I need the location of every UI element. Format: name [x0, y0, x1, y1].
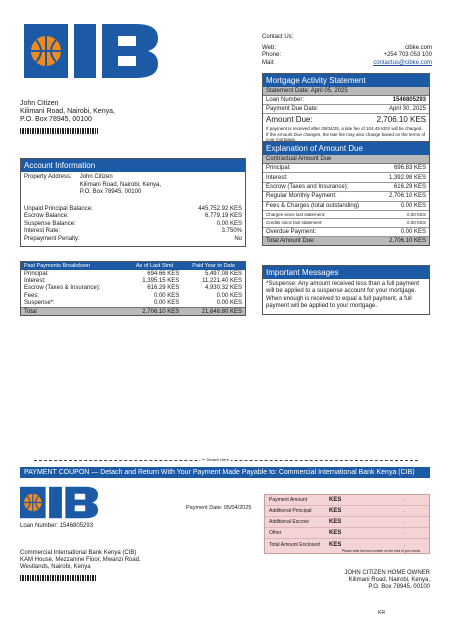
- home-owner-address: JOHN CITIZEN HOME OWNER Kilimani Road, Nairobi, Kenya, P.O. Box 78945, 00100: [344, 570, 430, 590]
- statement-title: Mortgage Activity Statement: [263, 74, 429, 87]
- contact-block: [262, 34, 432, 67]
- account-row: Unpaid Principal Balance: 445,752.92 KES: [24, 205, 242, 212]
- explanation-title: Explanation of Amount Due: [263, 142, 429, 155]
- web-link[interactable]: cibke.com: [404, 44, 432, 51]
- bank-address: Commercial International Bank Kenya (CIB) KAM House, Mezzanine Floor, Mwanzi Road, Westlands, Nairobi, Kenya: [20, 550, 141, 570]
- past-header: Past Payments Breakdown: [21, 262, 127, 270]
- customer-street: Kilimani Road, Nairobi, Kenya,: [20, 108, 115, 115]
- account-row: Suspense Balance: 0.00 KES: [24, 220, 242, 227]
- phone-value: +254 703 053 100: [383, 52, 432, 58]
- customer-name: John Citizen: [20, 100, 59, 107]
- mail-label: Mail:: [262, 59, 275, 66]
- account-row: Escrow Balance: 6,779.19 KES: [24, 213, 242, 219]
- account-row: Prepayment Penalty: No: [24, 235, 242, 242]
- coupon-payment-date: Payment Date: 05/04/2025: [186, 505, 252, 511]
- detach-label: ✂ Detach Here: [202, 457, 229, 462]
- past-payments-table: [20, 261, 246, 316]
- footer-code: KR: [378, 610, 385, 616]
- customer-address: [20, 100, 115, 134]
- due-row: Principal: 696.83 KES: [263, 164, 429, 173]
- amount-due-label: Amount Due:: [266, 115, 313, 124]
- payment-coupon-bar: PAYMENT COUPON — Detach and Return With Your Payment Made Payable to: Commercial International Bank Kenya (CIB): [20, 467, 430, 478]
- additional-principal-field[interactable]: Additional Principal KES .: [265, 506, 429, 517]
- bank-postal-barcode: [20, 575, 96, 581]
- postal-barcode: [20, 128, 98, 134]
- loan-number-label: Loan Number:: [266, 97, 305, 103]
- account-row: Interest Rate: 3.750%: [24, 228, 242, 234]
- other-field[interactable]: Other KES .: [265, 528, 429, 539]
- customer-po: P.O. Box 78945, 00100: [20, 116, 92, 123]
- past-header: Paid Year to Date: [182, 262, 245, 270]
- due-row: Credits since last statement: 0.00 KES: [263, 219, 429, 227]
- total-due-row: Total Amount Due: 2,706.10 KES: [263, 237, 429, 245]
- table-row: Fees: 0.00 KES 0.00 KES: [24, 292, 242, 299]
- explanation-of-amount-due: [262, 141, 430, 246]
- table-row: Principal: 694.66 KES 5,497.08 KES: [24, 270, 242, 277]
- payment-due-date: April 30, 2025: [388, 106, 426, 112]
- total-row: Total 2,706.10 KES 21,648.80 KES: [21, 307, 245, 315]
- due-row: Interest: 1,392.98 KES: [263, 173, 429, 182]
- due-row: Overdue Payment: 0.00 KES: [263, 228, 429, 237]
- account-information: [20, 158, 246, 247]
- due-row: Charges since last statement: 0.00 KES: [263, 211, 429, 219]
- important-messages: [262, 265, 430, 315]
- table-row: Escrow (Taxes & Insurance): 616.29 KES 4,930.32 KES: [24, 285, 242, 292]
- payment-due-label: Payment Due Date:: [266, 106, 319, 112]
- loan-number: 1546805293: [392, 97, 426, 103]
- cib-logo-small: [20, 486, 98, 519]
- cib-logo: [24, 24, 158, 78]
- due-row: Escrow (Taxes and Insurance): 616.29 KES: [263, 183, 429, 192]
- past-header: As of Last Stmt: [127, 262, 183, 270]
- late-fee-note: If payment is received after 30/04/25, a late fee of 104.49 KES will be charged. If the Amount Due changes, the late fee may also change based on the terms of your mortgage.: [266, 126, 426, 142]
- due-row: Regular Monthly Payment: 2,706.10 KES: [263, 192, 429, 201]
- due-row: Fees & Charges (total outstanding) 0.00 KES: [263, 202, 429, 211]
- messages-text: *Suspense: Any amount received less than a full payment will be applied to a suspense account for your mortgage. When enough is received to equal a full payment, a full payment will be applied to your mortgage.: [266, 281, 420, 310]
- total-enclosed-field[interactable]: Total Amount Enclosed KES .: [269, 541, 405, 548]
- coupon-amount-form: [264, 494, 430, 554]
- mail-link[interactable]: contactus@cibke.com: [373, 59, 432, 66]
- contact-title: Contact Us:: [262, 34, 294, 40]
- coupon-fine-print: Please write the loan number on the front of your check.: [341, 549, 421, 553]
- mortgage-activity-statement: [262, 73, 430, 146]
- statement-date: Statement Date: April 05, 2025: [263, 87, 429, 96]
- amount-due: 2,706.10 KES: [376, 115, 426, 124]
- account-title: Account Information: [21, 159, 245, 172]
- explanation-subtitle: Contractual Amount Due: [263, 155, 429, 164]
- coupon-loan-number: Loan Number: 1546805293: [20, 523, 94, 529]
- additional-escrow-field[interactable]: Additional Escrow KES .: [265, 517, 429, 528]
- web-label: Web:: [262, 44, 276, 51]
- messages-title: Important Messages: [263, 266, 429, 279]
- property-address-label: Property Address:: [24, 174, 72, 180]
- table-row: Suspense*: 0.00 KES 0.00 KES: [24, 300, 242, 307]
- property-address: John Citizen Kilimani Road, Nairobi, Kenya, P.O. Box 78945, 00100: [79, 174, 162, 195]
- phone-label: Phone:: [262, 52, 282, 58]
- payment-amount-field[interactable]: Payment Amount KES .: [265, 495, 429, 506]
- table-row: Interest: 1,395.15 KES 11,221.40 KES: [24, 278, 242, 285]
